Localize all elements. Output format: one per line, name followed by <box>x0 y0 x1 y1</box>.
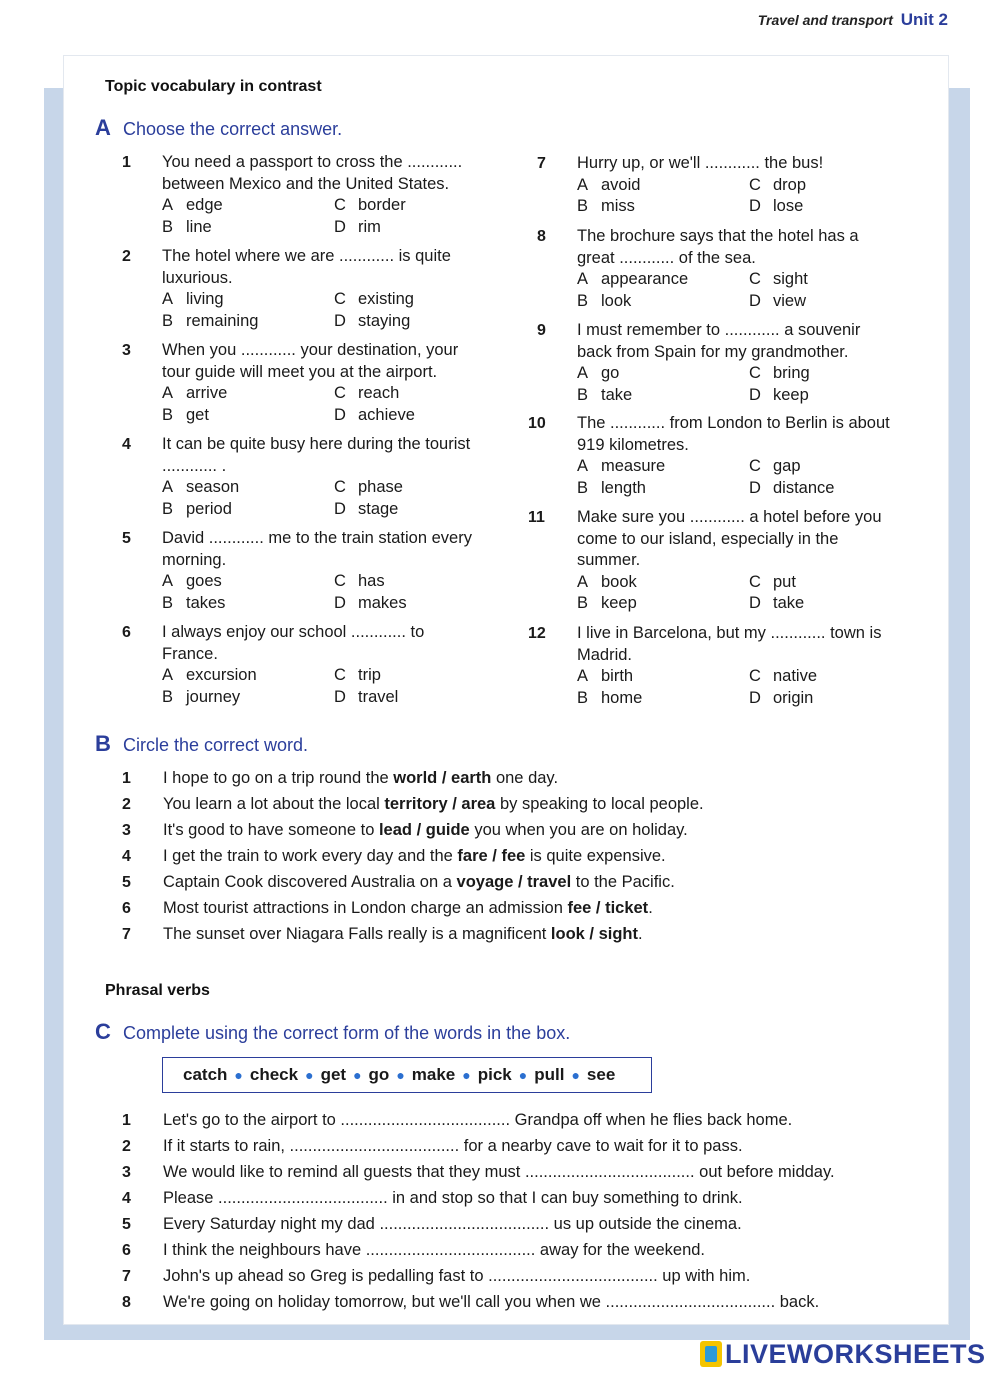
question-number: 5 <box>122 530 131 547</box>
option-text: origin <box>773 688 814 707</box>
option-c[interactable] <box>334 477 403 499</box>
option-text: look <box>601 291 632 310</box>
option-text: stage <box>358 499 399 518</box>
option-b[interactable] <box>577 291 631 313</box>
bullet-icon: ● <box>353 1067 362 1083</box>
option-text: distance <box>773 478 835 497</box>
item-text-before: You learn a lot about the local <box>163 795 385 813</box>
option-text: measure <box>601 457 666 475</box>
page-header <box>758 10 948 30</box>
option-letter: D <box>749 385 761 404</box>
option-letter: A <box>162 666 174 684</box>
option-text: birth <box>601 667 634 685</box>
option-letter: A <box>577 175 589 194</box>
option-letter: D <box>334 593 346 612</box>
option-d[interactable] <box>334 217 381 239</box>
option-d[interactable] <box>334 593 407 615</box>
item-text-before: It's good to have someone to <box>163 821 379 839</box>
liveworksheets-logo-icon <box>700 1341 722 1367</box>
option-b[interactable] <box>577 593 637 615</box>
option-text: rim <box>358 217 381 236</box>
item-text-before: I hope to go on a trip round the <box>163 769 394 787</box>
question-text: I live in Barcelona, but my ............ town is Madrid. <box>577 624 882 664</box>
item-text: I think the neighbours have ..................................... away for the weekend. <box>163 1241 706 1259</box>
section-a-title <box>95 115 342 141</box>
option-text: miss <box>601 197 635 215</box>
option-text: reach <box>358 384 400 402</box>
option-c[interactable] <box>749 456 801 478</box>
option-b[interactable] <box>162 687 240 709</box>
option-c[interactable] <box>749 363 810 385</box>
option-letter: B <box>162 499 174 518</box>
option-letter: C <box>749 457 761 475</box>
option-letter: B <box>577 291 589 310</box>
option-b[interactable] <box>577 385 632 407</box>
question-text: You need a passport to cross the ............ between Mexico and the United States. <box>162 153 463 193</box>
item-number: 6 <box>122 1242 131 1259</box>
word-box-word: check <box>249 1065 299 1084</box>
word-box-word: go <box>368 1065 390 1084</box>
question-number: 11 <box>528 509 545 526</box>
bullet-icon: ● <box>396 1067 405 1083</box>
item-text-after: . <box>648 899 653 917</box>
option-c[interactable] <box>749 666 817 688</box>
word-box-word: get <box>320 1065 347 1084</box>
question-text: It can be quite busy here during the tourist ............ . <box>162 435 471 475</box>
option-text: sight <box>773 270 808 288</box>
circle-item <box>122 795 704 814</box>
option-letter: C <box>749 175 761 194</box>
option-letter: A <box>577 572 589 591</box>
option-text: edge <box>186 196 223 214</box>
question-number: 12 <box>528 625 546 642</box>
item-text: We would like to remind all guests that they must ..................................... out before midday. <box>163 1163 835 1181</box>
item-number: 1 <box>122 770 131 787</box>
option-letter: C <box>749 572 761 591</box>
item-number: 7 <box>122 1268 131 1285</box>
option-c[interactable] <box>334 289 414 311</box>
option-letter: A <box>162 478 174 496</box>
item-text-after: by speaking to local people. <box>495 795 704 813</box>
item-number: 5 <box>122 874 131 891</box>
word-choice[interactable]: world / earth <box>393 769 492 787</box>
option-text: take <box>773 594 805 612</box>
option-d[interactable] <box>749 688 813 710</box>
option-text: gap <box>773 457 801 475</box>
option-a[interactable] <box>577 456 665 478</box>
section-a-letter: A <box>95 115 111 140</box>
option-letter: B <box>577 478 589 497</box>
word-choice[interactable]: fee / ticket <box>567 899 649 917</box>
option-letter: C <box>334 666 346 684</box>
question-number: 8 <box>537 228 546 245</box>
word-choice[interactable]: lead / guide <box>378 821 470 839</box>
option-d[interactable] <box>334 405 415 427</box>
item-text: Every Saturday night my dad ..................................... us up outside the cinema. <box>163 1215 742 1233</box>
word-box-word: pull <box>534 1065 565 1084</box>
option-text: staying <box>358 311 411 330</box>
item-number: 3 <box>122 822 131 839</box>
liveworksheets-logo <box>700 1338 986 1370</box>
option-text: goes <box>186 572 222 590</box>
option-letter: A <box>577 457 589 475</box>
item-number: 1 <box>122 1112 131 1129</box>
option-a[interactable] <box>577 666 633 688</box>
word-choice[interactable]: fare / fee <box>457 847 526 865</box>
option-c[interactable] <box>749 175 806 197</box>
option-text: border <box>358 196 406 214</box>
bullet-icon: ● <box>305 1067 314 1083</box>
option-letter: D <box>334 687 346 706</box>
gap-fill-item[interactable] <box>122 1215 742 1234</box>
option-d[interactable] <box>334 311 410 333</box>
option-letter: B <box>162 593 174 612</box>
option-a[interactable] <box>577 175 640 197</box>
option-b[interactable] <box>577 478 646 500</box>
option-c[interactable] <box>334 383 399 405</box>
option-letter: D <box>749 197 761 215</box>
option-a[interactable] <box>162 195 223 217</box>
option-letter: D <box>749 688 761 707</box>
item-text: John's up ahead so Greg is pedalling fast to ..................................... up with him. <box>163 1267 751 1285</box>
word-box-word: make <box>411 1065 456 1084</box>
item-text-after: you when you are on holiday. <box>469 821 688 839</box>
option-c[interactable] <box>334 195 406 217</box>
option-text: home <box>601 688 643 707</box>
option-d[interactable] <box>749 291 806 313</box>
option-b[interactable] <box>162 217 212 239</box>
word-box-word: pick <box>477 1065 512 1084</box>
word-choice[interactable]: voyage / travel <box>456 873 572 891</box>
option-letter: C <box>334 196 346 214</box>
section-b-title <box>95 731 308 757</box>
question-number: 10 <box>528 415 546 432</box>
circle-item <box>122 925 643 944</box>
option-text: period <box>186 499 232 518</box>
question-text: The ............ from London to Berlin is about 919 kilometres. <box>577 414 890 454</box>
circle-item <box>122 821 688 840</box>
word-choice[interactable]: territory / area <box>384 795 496 813</box>
circle-item <box>122 873 675 892</box>
option-text: avoid <box>601 175 641 194</box>
option-letter: A <box>162 572 174 590</box>
option-text: phase <box>358 478 403 496</box>
option-text: travel <box>358 687 399 706</box>
item-text-after: is quite expensive. <box>525 847 666 865</box>
item-number: 8 <box>122 1294 131 1311</box>
question-number: 3 <box>122 342 131 359</box>
question-text: When you ............ your destination, your tour guide will meet you at the airport. <box>162 341 459 381</box>
word-box <box>162 1057 652 1093</box>
item-number: 3 <box>122 1164 131 1181</box>
item-text: Please ..................................... in and stop so that I can buy something to drink. <box>163 1189 743 1207</box>
option-letter: D <box>334 499 346 518</box>
option-d[interactable] <box>749 196 803 218</box>
question-text: I always enjoy our school ............ to France. <box>162 623 425 663</box>
item-text: Let's go to the airport to ..................................... Grandpa off when he flies back home. <box>163 1111 793 1129</box>
question-text: Make sure you ............ a hotel before you come to our island, especially in the summer. <box>577 508 882 569</box>
option-b[interactable] <box>162 499 232 521</box>
option-a[interactable] <box>162 383 227 405</box>
header-title: Travel and transport <box>757 12 893 28</box>
section-a-heading: Topic vocabulary in contrast <box>105 78 322 95</box>
option-a[interactable] <box>577 363 619 385</box>
option-letter: C <box>749 270 761 288</box>
option-text: season <box>186 478 240 496</box>
option-letter: D <box>334 405 346 424</box>
option-d[interactable] <box>334 687 398 709</box>
item-text-before: Captain Cook discovered Australia on a <box>163 873 457 891</box>
option-text: appearance <box>601 270 689 288</box>
gap-fill-item[interactable] <box>122 1111 792 1130</box>
option-d[interactable] <box>749 593 804 615</box>
word-choice[interactable]: look / sight <box>550 925 639 943</box>
gap-fill-item[interactable] <box>122 1293 819 1312</box>
word-box-word: catch <box>183 1065 228 1084</box>
circle-item <box>122 847 666 866</box>
option-letter: B <box>162 217 174 236</box>
option-letter: B <box>577 385 589 404</box>
option-text: view <box>773 291 807 310</box>
option-c[interactable] <box>749 269 808 291</box>
option-text: line <box>186 217 212 236</box>
option-b[interactable] <box>162 405 209 427</box>
option-letter: C <box>334 572 346 590</box>
item-number: 7 <box>122 926 131 943</box>
option-d[interactable] <box>334 499 398 521</box>
option-letter: C <box>749 364 761 382</box>
option-letter: A <box>162 384 174 402</box>
option-letter: C <box>334 478 346 496</box>
option-text: achieve <box>358 405 415 424</box>
option-letter: A <box>577 667 589 685</box>
item-number: 6 <box>122 900 131 917</box>
item-number: 2 <box>122 796 131 813</box>
option-text: journey <box>186 687 241 706</box>
section-a-instruction: Choose the correct answer. <box>123 119 343 139</box>
option-letter: D <box>749 478 761 497</box>
bullet-icon: ● <box>234 1067 243 1083</box>
option-text: go <box>601 364 620 382</box>
section-c-title <box>95 1019 570 1045</box>
question-number: 6 <box>122 624 131 641</box>
option-text: living <box>186 290 224 308</box>
option-a[interactable] <box>577 269 688 291</box>
option-text: keep <box>773 385 809 404</box>
section-c-letter: C <box>95 1019 111 1044</box>
gap-fill-item[interactable] <box>122 1137 743 1156</box>
question-number: 1 <box>122 154 131 171</box>
gap-fill-item[interactable] <box>122 1163 835 1182</box>
question-number: 7 <box>537 155 546 172</box>
option-text: drop <box>773 175 807 194</box>
question-text: The hotel where we are ............ is quite luxurious. <box>162 247 451 287</box>
option-letter: C <box>749 667 761 685</box>
item-number: 2 <box>122 1138 131 1155</box>
item-text-before: Most tourist attractions in London charge an admission <box>163 899 568 917</box>
option-letter: B <box>577 594 589 612</box>
section-c-heading: Phrasal verbs <box>105 982 210 999</box>
option-text: excursion <box>186 666 257 684</box>
item-number: 4 <box>122 1190 131 1207</box>
option-text: put <box>773 572 796 591</box>
bullet-icon: ● <box>462 1067 471 1083</box>
section-b-instruction: Circle the correct word. <box>123 735 309 755</box>
word-box-word: see <box>586 1065 616 1084</box>
option-text: existing <box>358 290 414 308</box>
logo-text: LIVEWORKSHEETS <box>725 1338 986 1369</box>
option-letter: B <box>577 688 589 707</box>
option-text: native <box>773 667 818 685</box>
option-text: remaining <box>186 311 259 330</box>
option-c[interactable] <box>334 665 381 687</box>
item-text-before: The sunset over Niagara Falls really is a magnificent <box>163 925 551 943</box>
item-text-before: I get the train to work every day and the <box>163 847 458 865</box>
option-letter: B <box>162 687 174 706</box>
option-a[interactable] <box>162 571 222 593</box>
option-letter: D <box>334 311 346 330</box>
section-b-letter: B <box>95 731 111 756</box>
bullet-icon: ● <box>571 1067 580 1083</box>
option-b[interactable] <box>162 593 225 615</box>
option-c[interactable] <box>749 572 796 594</box>
option-b[interactable] <box>162 311 258 333</box>
item-text-after: to the Pacific. <box>571 873 675 891</box>
option-letter: C <box>334 290 346 308</box>
option-letter: A <box>577 270 589 288</box>
item-number: 4 <box>122 848 131 865</box>
option-text: trip <box>358 666 381 684</box>
question-text: I must remember to ............ a souvenir back from Spain for my grandmother. <box>577 321 861 361</box>
option-text: book <box>601 572 637 591</box>
header-unit: Unit 2 <box>900 10 948 29</box>
option-letter: B <box>162 311 174 330</box>
option-text: bring <box>773 364 810 382</box>
option-a[interactable] <box>162 665 257 687</box>
item-number: 5 <box>122 1216 131 1233</box>
item-text: If it starts to rain, ..................................... for a nearby cave to wait for it to pass. <box>163 1137 743 1155</box>
option-text: takes <box>186 593 226 612</box>
question-text: The brochure says that the hotel has a great ............ of the sea. <box>577 227 859 267</box>
option-text: has <box>358 572 385 590</box>
option-a[interactable] <box>162 477 239 499</box>
option-letter: D <box>749 291 761 310</box>
gap-fill-item[interactable] <box>122 1189 743 1208</box>
option-letter: A <box>577 364 589 382</box>
option-text: keep <box>601 594 637 612</box>
item-text-after: . <box>638 925 643 943</box>
gap-fill-item[interactable] <box>122 1241 705 1260</box>
option-text: makes <box>358 593 407 612</box>
bullet-icon: ● <box>518 1067 528 1083</box>
circle-item <box>122 899 653 918</box>
question-text: David ............ me to the train station every morning. <box>162 529 472 569</box>
option-b[interactable] <box>577 196 635 218</box>
option-letter: C <box>334 384 346 402</box>
question-number: 2 <box>122 248 131 265</box>
option-a[interactable] <box>577 572 637 594</box>
option-c[interactable] <box>334 571 385 593</box>
option-d[interactable] <box>749 478 834 500</box>
option-letter: B <box>162 405 174 424</box>
option-text: take <box>601 385 633 404</box>
option-d[interactable] <box>749 385 809 407</box>
option-text: get <box>186 405 209 424</box>
option-text: length <box>601 478 646 497</box>
question-number: 4 <box>122 436 131 453</box>
option-text: arrive <box>186 384 228 402</box>
question-text: Hurry up, or we'll ............ the bus! <box>577 154 824 172</box>
option-letter: D <box>334 217 346 236</box>
gap-fill-item[interactable] <box>122 1267 750 1286</box>
option-letter: D <box>749 594 761 612</box>
section-c-instruction: Complete using the correct form of the words in the box. <box>123 1023 571 1043</box>
option-letter: A <box>162 290 174 308</box>
option-b[interactable] <box>577 688 642 710</box>
circle-item <box>122 769 558 788</box>
option-letter: A <box>162 196 174 214</box>
question-number: 9 <box>537 322 546 339</box>
item-text: We're going on holiday tomorrow, but we'll call you when we ..................................... back. <box>163 1293 820 1311</box>
option-text: lose <box>773 197 804 215</box>
option-a[interactable] <box>162 289 224 311</box>
item-text-after: one day. <box>491 769 559 787</box>
option-letter: B <box>577 197 589 215</box>
